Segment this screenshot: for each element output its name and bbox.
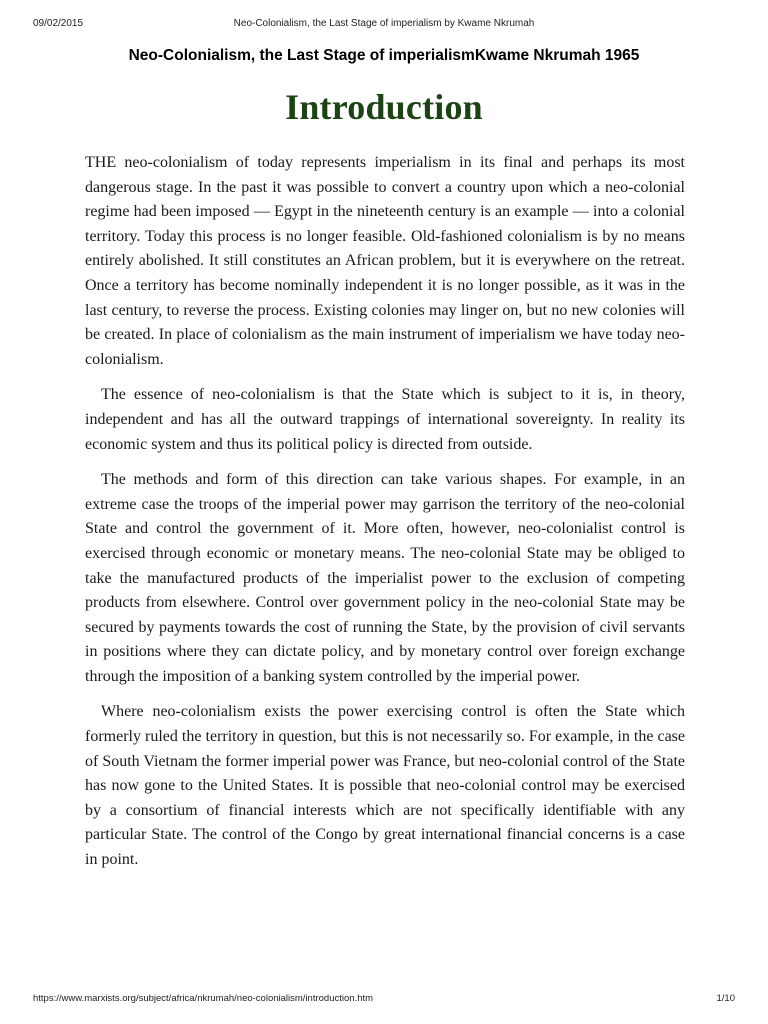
- document-title: Neo-Colonialism, the Last Stage of imperialismKwame Nkrumah 1965: [128, 47, 640, 64]
- paragraph-4: Where neo-colonialism exists the power exercising control is often the State which formerly ruled the territory in question, but this is not necessarily so. For example, in the case of South Vietnam the former imperial power was France, but neo-colonial control of the State has now gone to the United States. It is possible that neo-colonial control may be exercised by a consortium of financial interests which are not specifically identifiable with any particular State. The control of the Congo by great international financial concerns is a case in point.: [85, 703, 685, 869]
- source-url: https://www.marxists.org/subject/africa/nkrumah/neo-colonialism/introduction.htm: [33, 993, 374, 1004]
- section-heading: Introduction: [285, 87, 483, 127]
- print-date: 09/02/2015: [33, 18, 84, 29]
- print-footer: [33, 993, 735, 1007]
- print-header: [33, 18, 735, 32]
- paragraph-1: THE neo-colonialism of today represents imperialism in its final and perhaps its most dangerous stage. In the past it was possible to convert a country upon which a neo-colonial regime had been imposed — Egypt in the nineteenth century is an example — into a colonial territory. Today this process is no longer feasible. Old-fashioned colonialism is by no means entirely abolished. It still constitutes an African problem, but it is everywhere on the retreat. Once a territory has become nominally independent it is no longer possible, as it was in the last century, to reverse the process. Existing colonies may linger on, but no new colonies will be created. In place of colonialism as the main instrument of imperialism we have today neo-colonialism.: [85, 154, 685, 368]
- article-body: [85, 151, 685, 884]
- paragraph-2: The essence of neo-colonialism is that the State which is subject to it is, in theory, independent and has all the outward trappings of international sovereignty. In reality its economic system and thus its political policy is directed from outside.: [85, 386, 685, 453]
- paragraph-3: The methods and form of this direction can take various shapes. For example, in an extreme case the troops of the imperial power may garrison the territory of the neo-colonial State and control the government of it. More often, however, neo-colonialist control is exercised through economic or monetary means. The neo-colonial State may be obliged to take the manufactured products of the imperialist power to the exclusion of competing products from elsewhere. Control over government policy in the neo-colonial State may be secured by payments towards the cost of running the State, by the provision of civil servants in positions where they can dictate policy, and by monetary control over foreign exchange through the imposition of a banking system controlled by the imperial power.: [85, 471, 685, 685]
- page-number: 1/10: [716, 993, 735, 1004]
- print-page-title: Neo-Colonialism, the Last Stage of imperialism by Kwame Nkrumah: [233, 18, 535, 29]
